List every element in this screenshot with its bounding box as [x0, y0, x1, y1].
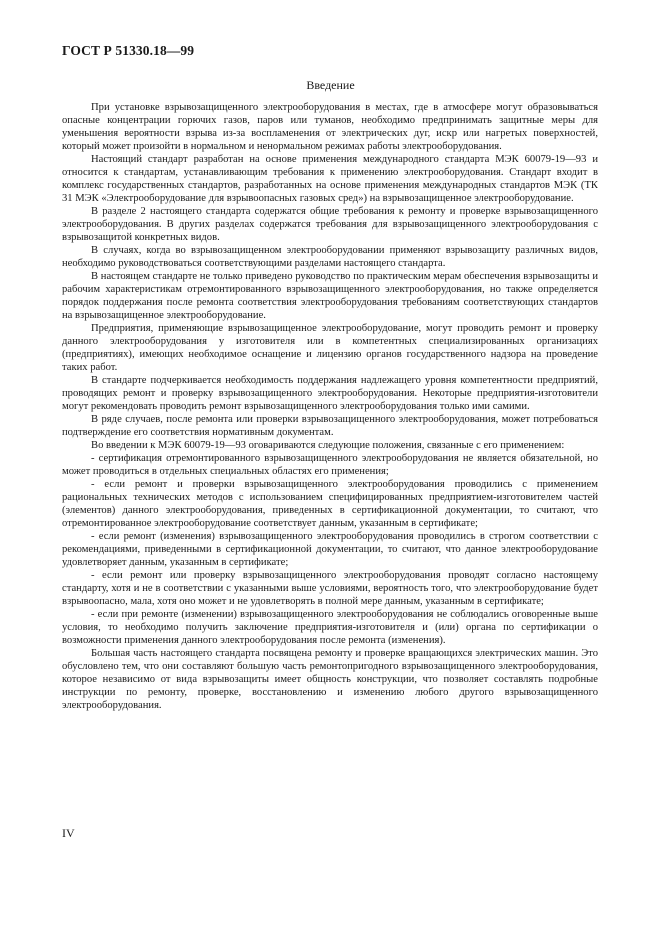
paragraph: В настоящем стандарте не только приведено руководство по практическим мерам обеспечения взрывозащиты и рабочим характеристикам отремонтированного взрывозащищенного электрооборудования, но также определяется порядок поддержания после ремонта соответствия электрооборудования требованиям соответствующих стандартов на взрывозащищенное электрооборудование. [62, 271, 598, 321]
paragraph: Настоящий стандарт разработан на основе применения международного стандарта МЭК 60079-19—93 и относится к стандартам, устанавливающим требования к применению электрооборудования. Стандарт входит в комплекс государственных стандартов, разработанных на основе применения международных стандартов МЭК (ТК 31 МЭК «Электрооборудование для взрывоопасных газовых сред») на взрывозащищенное электрооборудование. [62, 154, 598, 204]
list-item: - если ремонт и проверки взрывозащищенного электрооборудования проводились с применением рациональных технических методов с использованием специфицированных предприятием-изготовителем частей (элементов) данного электрооборудования, приведенных в сертификационной документации, то считают, что отремонтированное электрооборудование соответствует данным, указанным в сертификате; [62, 479, 598, 529]
list-item: - если ремонт (изменения) взрывозащищенного электрооборудования проводились в строгом соответствии с рекомендациями, приведенными в сертификационной документации, то считают, что данное электрооборудование удовлетворяет данным, указанным в сертификате; [62, 531, 598, 568]
paragraph: Предприятия, применяющие взрывозащищенное электрооборудование, могут проводить ремонт и проверку данного электрооборудования у изготовителя или в компетентных специализированных организациях (предприятиях), имеющих необходимое оснащение и лицензию органов государственного надзора на проведение таких работ. [62, 323, 598, 373]
paragraph: Большая часть настоящего стандарта посвящена ремонту и проверке вращающихся электрических машин. Это обусловлено тем, что они составляют большую часть ремонтопригодного взрывозащищенного электрооборудования, которое независимо от вида взрывозащиты имеет общность конструкции, что позволяет составлять подробные инструкции по ремонту, проверке, восстановлению и изменению любого другого взрывозащищенного электрооборудования. [62, 648, 598, 711]
paragraph: В ряде случаев, после ремонта или проверки взрывозащищенного электрооборудования, может потребоваться подтверждение его соответствия нормативным документам. [62, 414, 598, 438]
section-title: Введение [306, 78, 355, 92]
list-item: - если при ремонте (изменении) взрывозащищенного электрооборудования не соблюдались оговоренные выше условия, то необходимо получить заключение предприятия-изготовителя и (или) органа по сертификации о возможности применения данного электрооборудования после ремонта (изменения). [62, 609, 598, 646]
document-header: ГОСТ Р 51330.18—99 [62, 43, 195, 58]
list-item: - сертификация отремонтированного взрывозащищенного электрооборудования не является обязательной, но может проводиться в отдельных специальных областях его применения; [62, 453, 598, 477]
list-item: - если ремонт или проверку взрывозащищенного электрооборудования проводят согласно настоящему стандарту, хотя и не в соответствии с указанными выше условиями, вероятность того, что электрооборудование будет взрывоопасно, мала, хотя оно может и не удовлетворять в полной мере данным, указанным в сертификате; [62, 570, 598, 607]
paragraph: Во введении к МЭК 60079-19—93 оговариваются следующие положения, связанные с его применением: [91, 440, 565, 451]
paragraph: При установке взрывозащищенного электрооборудования в местах, где в атмосфере могут образовываться опасные концентрации горючих газов, паров или туманов, необходимо предпринимать защитные меры для уменьшения вероятности взрыва из-за воспламенения от электрических дуг, искр или нагретых поверхностей, который может произойти в нормальном и ненормальном режимах работы электрооборудования. [62, 102, 598, 152]
page-number: IV [62, 826, 75, 840]
paragraph: В стандарте подчеркивается необходимость поддержания надлежащего уровня компетентности предприятий, проводящих ремонт и проверку взрывозащищенного электрооборудования. Некоторые предприятия-изготовители могут рекомендовать проводить ремонт взрывозащищенного электрооборудования только ими самими. [62, 375, 598, 412]
paragraph: В случаях, когда во взрывозащищенном электрооборудовании применяют взрывозащиту различных видов, необходимо руководствоваться соответствующими разделами настоящего стандарта. [62, 245, 598, 269]
paragraph: В разделе 2 настоящего стандарта содержатся общие требования к ремонту и проверке взрывозащищенного электрооборудования. В других разделах содержатся требования для взрывозащищенного электрооборудования с взрывозащитой конкретных видов. [62, 206, 598, 243]
body-text [62, 101, 598, 712]
